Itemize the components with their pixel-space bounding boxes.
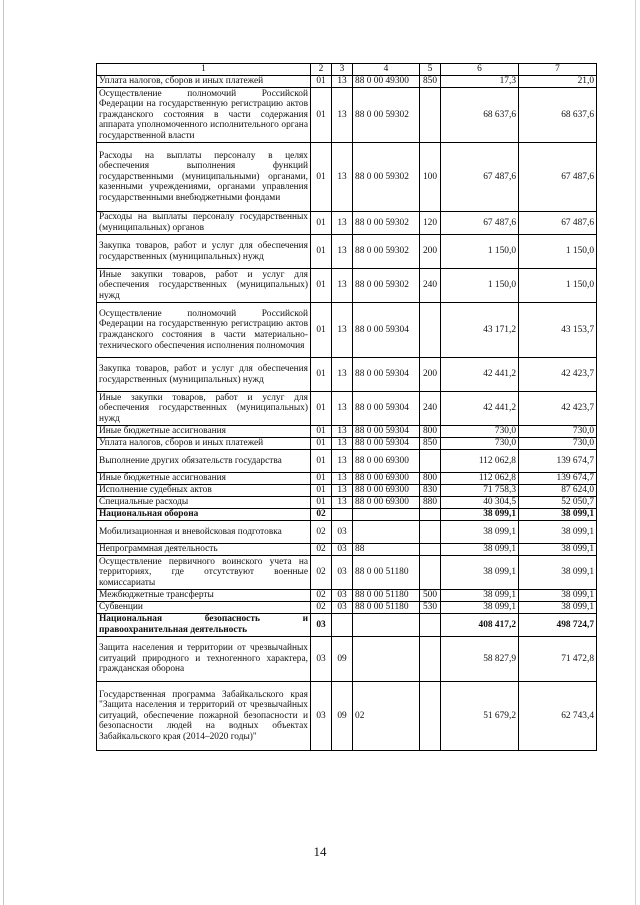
row-section: 01 xyxy=(311,303,332,358)
row-subsection: 13 xyxy=(332,358,353,392)
row-expense-type xyxy=(420,637,441,682)
row-amount-year-1: 1 150,0 xyxy=(441,235,519,269)
row-amount-year-1: 38 099,1 xyxy=(441,544,519,556)
row-name: Национальная оборона xyxy=(97,509,311,521)
row-name: Иные закупки товаров, работ и услуг для обеспечения государственных (муниципальных) нужд xyxy=(97,392,311,426)
header-col-6: 6 xyxy=(441,64,519,76)
row-subsection: 03 xyxy=(332,544,353,556)
row-section: 03 xyxy=(311,682,332,751)
row-name: Осуществление полномочий Российской Федерации на государственную регистрацию актов гражданского состояния в части материально-технического обеспечения исполнения полномочия xyxy=(97,303,311,358)
table-row xyxy=(97,497,597,509)
row-section: 02 xyxy=(311,556,332,590)
row-amount-year-1: 42 441,2 xyxy=(441,358,519,392)
table-row xyxy=(97,235,597,269)
row-amount-year-1: 38 099,1 xyxy=(441,509,519,521)
row-subsection: 13 xyxy=(332,235,353,269)
row-section: 01 xyxy=(311,358,332,392)
row-amount-year-2: 87 624,0 xyxy=(519,485,597,497)
row-target-code: 88 0 00 59302 xyxy=(353,235,420,269)
row-expense-type: 100 xyxy=(420,143,441,212)
row-section: 03 xyxy=(311,637,332,682)
row-amount-year-2: 67 487,6 xyxy=(519,212,597,235)
row-expense-type xyxy=(420,303,441,358)
row-subsection: 13 xyxy=(332,212,353,235)
row-target-code: 88 0 00 69300 xyxy=(353,473,420,485)
table-row xyxy=(97,682,597,751)
row-name: Расходы на выплаты персоналу в целях обеспечения выполнения функций государственными (муниципальными) органами, казенными учреждениями, органами управления государственными внебюджетными фондами xyxy=(97,143,311,212)
row-section: 01 xyxy=(311,235,332,269)
row-name: Иные бюджетные ассигнования xyxy=(97,426,311,438)
row-section: 01 xyxy=(311,143,332,212)
row-target-code xyxy=(353,614,420,637)
row-target-code: 88 0 00 59304 xyxy=(353,303,420,358)
page-number: 14 xyxy=(313,844,327,859)
row-amount-year-2: 730,0 xyxy=(519,426,597,438)
row-subsection: 13 xyxy=(332,485,353,497)
row-subsection: 13 xyxy=(332,473,353,485)
row-section: 01 xyxy=(311,426,332,438)
budget-table xyxy=(96,63,597,751)
row-amount-year-2: 67 487,6 xyxy=(519,143,597,212)
row-amount-year-1: 17,3 xyxy=(441,76,519,88)
row-subsection: 09 xyxy=(332,637,353,682)
table-row xyxy=(97,637,597,682)
table-row xyxy=(97,76,597,88)
table-row xyxy=(97,358,597,392)
row-target-code: 88 0 00 69300 xyxy=(353,450,420,473)
row-subsection: 13 xyxy=(332,497,353,509)
header-col-5: 5 xyxy=(420,64,441,76)
table-row xyxy=(97,521,597,544)
row-subsection: 03 xyxy=(332,590,353,602)
row-subsection xyxy=(332,509,353,521)
row-amount-year-2: 38 099,1 xyxy=(519,521,597,544)
row-name: Закупка товаров, работ и услуг для обеспечения государственных (муниципальных) нужд xyxy=(97,235,311,269)
row-subsection: 03 xyxy=(332,521,353,544)
row-expense-type: 850 xyxy=(420,76,441,88)
row-target-code: 88 0 00 51180 xyxy=(353,590,420,602)
header-col-1: 1 xyxy=(97,64,311,76)
row-subsection: 13 xyxy=(332,303,353,358)
row-expense-type: 240 xyxy=(420,392,441,426)
row-expense-type: 500 xyxy=(420,590,441,602)
row-expense-type xyxy=(420,509,441,521)
row-name: Иные бюджетные ассигнования xyxy=(97,473,311,485)
row-amount-year-1: 730,0 xyxy=(441,438,519,450)
row-amount-year-2: 1 150,0 xyxy=(519,269,597,303)
row-amount-year-2: 38 099,1 xyxy=(519,509,597,521)
row-amount-year-2: 38 099,1 xyxy=(519,590,597,602)
row-name: Исполнение судебных актов xyxy=(97,485,311,497)
table-row xyxy=(97,426,597,438)
row-subsection xyxy=(332,614,353,637)
row-subsection: 13 xyxy=(332,88,353,143)
row-section: 01 xyxy=(311,485,332,497)
row-name: Осуществление полномочий Российской Федерации на государственную регистрацию актов гражданского состояния в части содержания аппарата уполномоченного исполнительного органа государственной власти xyxy=(97,88,311,143)
row-expense-type xyxy=(420,521,441,544)
row-name: Расходы на выплаты персоналу государственных (муниципальных) органов xyxy=(97,212,311,235)
row-amount-year-2: 498 724,7 xyxy=(519,614,597,637)
row-expense-type: 240 xyxy=(420,269,441,303)
row-expense-type: 800 xyxy=(420,473,441,485)
table-row xyxy=(97,143,597,212)
row-subsection: 13 xyxy=(332,143,353,212)
row-section: 01 xyxy=(311,497,332,509)
row-amount-year-1: 67 487,6 xyxy=(441,143,519,212)
row-amount-year-2: 68 637,6 xyxy=(519,88,597,143)
row-amount-year-1: 1 150,0 xyxy=(441,269,519,303)
row-target-code: 88 0 00 59304 xyxy=(353,426,420,438)
header-col-7: 7 xyxy=(519,64,597,76)
row-amount-year-1: 67 487,6 xyxy=(441,212,519,235)
row-target-code: 88 0 00 51180 xyxy=(353,556,420,590)
row-amount-year-1: 112 062,8 xyxy=(441,450,519,473)
row-expense-type: 200 xyxy=(420,235,441,269)
row-amount-year-2: 21,0 xyxy=(519,76,597,88)
row-amount-year-2: 42 423,7 xyxy=(519,358,597,392)
scan-left-edge xyxy=(3,0,4,905)
row-amount-year-1: 42 441,2 xyxy=(441,392,519,426)
row-target-code: 88 0 00 69300 xyxy=(353,485,420,497)
row-amount-year-2: 38 099,1 xyxy=(519,544,597,556)
row-section: 01 xyxy=(311,76,332,88)
row-expense-type xyxy=(420,88,441,143)
row-target-code: 88 xyxy=(353,544,420,556)
table-row xyxy=(97,614,597,637)
row-amount-year-1: 71 758,3 xyxy=(441,485,519,497)
table-row xyxy=(97,212,597,235)
table-row xyxy=(97,544,597,556)
row-amount-year-2: 43 153,7 xyxy=(519,303,597,358)
row-expense-type: 800 xyxy=(420,426,441,438)
row-name: Осуществление первичного воинского учета на территориях, где отсутствуют военные комиссариаты xyxy=(97,556,311,590)
row-section: 01 xyxy=(311,450,332,473)
row-target-code: 88 0 00 59304 xyxy=(353,438,420,450)
row-expense-type: 530 xyxy=(420,602,441,614)
row-expense-type xyxy=(420,544,441,556)
row-section: 01 xyxy=(311,88,332,143)
row-target-code: 88 0 00 59302 xyxy=(353,88,420,143)
row-section: 03 xyxy=(311,614,332,637)
row-amount-year-1: 38 099,1 xyxy=(441,521,519,544)
row-expense-type xyxy=(420,556,441,590)
row-name: Государственная программа Забайкальского края "Защита населения и территорий от чрезвычайных ситуаций, обеспечение пожарной безопасности и безопасности людей на водных объектах Забайкальского края (2014–2020 годы)" xyxy=(97,682,311,751)
row-name: Национальная безопасность и правоохранительная деятельность xyxy=(97,614,311,637)
row-subsection: 13 xyxy=(332,438,353,450)
row-target-code: 88 0 00 59302 xyxy=(353,212,420,235)
row-name: Уплата налогов, сборов и иных платежей xyxy=(97,76,311,88)
row-amount-year-1: 58 827,9 xyxy=(441,637,519,682)
row-expense-type xyxy=(420,614,441,637)
row-name: Межбюджетные трансферты xyxy=(97,590,311,602)
row-section: 01 xyxy=(311,269,332,303)
row-expense-type: 120 xyxy=(420,212,441,235)
table-row xyxy=(97,602,597,614)
row-amount-year-2: 38 099,1 xyxy=(519,602,597,614)
row-section: 02 xyxy=(311,590,332,602)
table-row xyxy=(97,485,597,497)
row-section: 02 xyxy=(311,602,332,614)
table-row xyxy=(97,88,597,143)
row-expense-type xyxy=(420,450,441,473)
row-section: 01 xyxy=(311,473,332,485)
row-name: Иные закупки товаров, работ и услуг для обеспечения государственных (муниципальных) нужд xyxy=(97,269,311,303)
row-amount-year-1: 408 417,2 xyxy=(441,614,519,637)
header-col-4: 4 xyxy=(353,64,420,76)
row-amount-year-2: 730,0 xyxy=(519,438,597,450)
header-col-2: 2 xyxy=(311,64,332,76)
table-row xyxy=(97,450,597,473)
row-amount-year-1: 38 099,1 xyxy=(441,590,519,602)
row-subsection: 03 xyxy=(332,602,353,614)
row-target-code: 88 0 00 59304 xyxy=(353,392,420,426)
row-name: Субвенции xyxy=(97,602,311,614)
row-name: Специальные расходы xyxy=(97,497,311,509)
table-row xyxy=(97,269,597,303)
row-subsection: 13 xyxy=(332,392,353,426)
row-section: 02 xyxy=(311,521,332,544)
row-target-code xyxy=(353,521,420,544)
table-row xyxy=(97,509,597,521)
row-target-code: 88 0 00 59304 xyxy=(353,358,420,392)
row-amount-year-2: 139 674,7 xyxy=(519,473,597,485)
row-amount-year-1: 38 099,1 xyxy=(441,602,519,614)
row-subsection: 03 xyxy=(332,556,353,590)
row-section: 01 xyxy=(311,438,332,450)
row-name: Защита населения и территории от чрезвычайных ситуаций природного и техногенного характера, гражданская оборона xyxy=(97,637,311,682)
header-col-3: 3 xyxy=(332,64,353,76)
row-name: Непрограммная деятельность xyxy=(97,544,311,556)
row-amount-year-2: 139 674,7 xyxy=(519,450,597,473)
row-target-code: 88 0 00 59302 xyxy=(353,269,420,303)
row-subsection: 09 xyxy=(332,682,353,751)
row-target-code: 88 0 00 51180 xyxy=(353,602,420,614)
row-amount-year-1: 40 304,5 xyxy=(441,497,519,509)
row-subsection: 13 xyxy=(332,76,353,88)
row-section: 02 xyxy=(311,509,332,521)
row-amount-year-1: 38 099,1 xyxy=(441,556,519,590)
table-row xyxy=(97,438,597,450)
row-amount-year-2: 52 050,7 xyxy=(519,497,597,509)
row-name: Мобилизационная и вневойсковая подготовка xyxy=(97,521,311,544)
table-row xyxy=(97,392,597,426)
row-subsection: 13 xyxy=(332,450,353,473)
row-target-code: 88 0 00 69300 xyxy=(353,497,420,509)
row-amount-year-2: 71 472,8 xyxy=(519,637,597,682)
row-section: 01 xyxy=(311,392,332,426)
table-row xyxy=(97,590,597,602)
row-section: 02 xyxy=(311,544,332,556)
row-amount-year-1: 43 171,2 xyxy=(441,303,519,358)
row-name: Уплата налогов, сборов и иных платежей xyxy=(97,438,311,450)
row-expense-type: 850 xyxy=(420,438,441,450)
row-amount-year-1: 730,0 xyxy=(441,426,519,438)
row-amount-year-1: 68 637,6 xyxy=(441,88,519,143)
row-target-code xyxy=(353,509,420,521)
row-amount-year-1: 51 679,2 xyxy=(441,682,519,751)
row-name: Выполнение других обязательств государства xyxy=(97,450,311,473)
row-amount-year-2: 62 743,4 xyxy=(519,682,597,751)
row-expense-type: 200 xyxy=(420,358,441,392)
row-name: Закупка товаров, работ и услуг для обеспечения государственных (муниципальных) нужд xyxy=(97,358,311,392)
row-target-code: 88 0 00 59302 xyxy=(353,143,420,212)
row-expense-type: 830 xyxy=(420,485,441,497)
row-subsection: 13 xyxy=(332,426,353,438)
row-expense-type xyxy=(420,682,441,751)
table-header-row xyxy=(97,64,597,76)
table-row xyxy=(97,303,597,358)
row-amount-year-2: 42 423,7 xyxy=(519,392,597,426)
row-target-code xyxy=(353,637,420,682)
row-subsection: 13 xyxy=(332,269,353,303)
row-amount-year-2: 1 150,0 xyxy=(519,235,597,269)
scan-right-edge xyxy=(635,0,636,905)
table-row xyxy=(97,556,597,590)
row-expense-type: 880 xyxy=(420,497,441,509)
row-amount-year-2: 38 099,1 xyxy=(519,556,597,590)
row-amount-year-1: 112 062,8 xyxy=(441,473,519,485)
row-section: 01 xyxy=(311,212,332,235)
table-row xyxy=(97,473,597,485)
row-target-code: 88 0 00 49300 xyxy=(353,76,420,88)
row-target-code: 02 xyxy=(353,682,420,751)
